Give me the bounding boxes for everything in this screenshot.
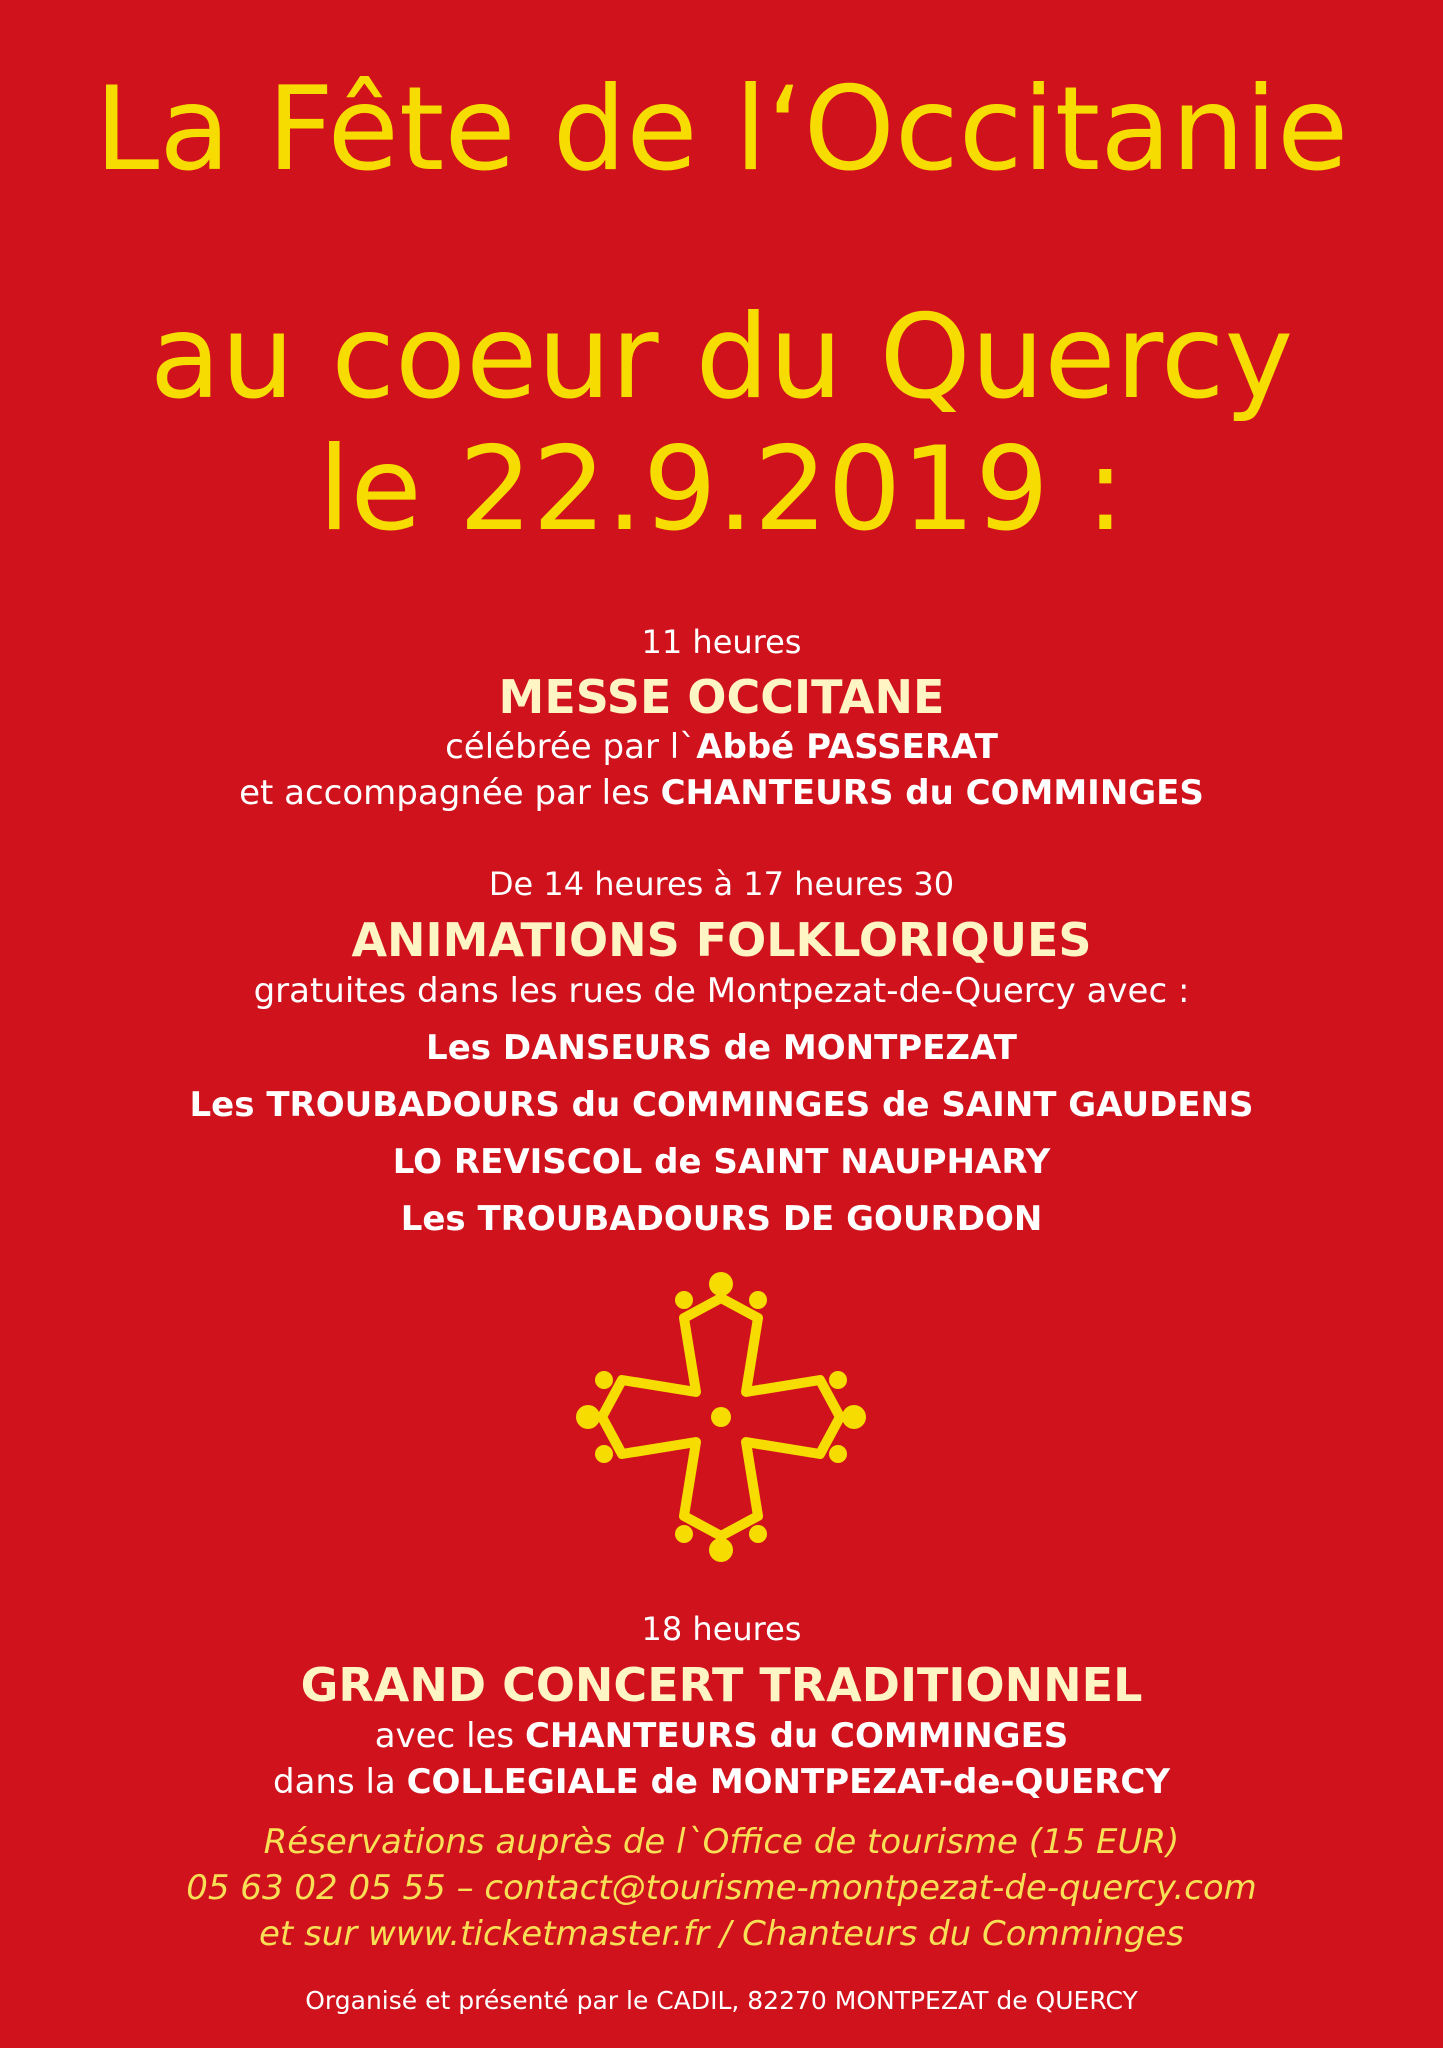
animations-group: Les DANSEURS de MONTPEZAT xyxy=(426,1028,1017,1068)
animations-group: Les TROUBADOURS du COMMINGES de SAINT GAUDENS xyxy=(189,1085,1254,1125)
concert-venue-prefix: dans la xyxy=(273,1762,407,1802)
messe-headline: MESSE OCCITANE xyxy=(498,670,945,724)
concert-headline: GRAND CONCERT TRADITIONNEL xyxy=(300,1658,1143,1712)
concert-venue: COLLEGIALE de MONTPEZAT-de-QUERCY xyxy=(406,1762,1170,1802)
reservations-contact[interactable]: 05 63 02 05 55 – contact@tourisme-montpezat-de-quercy.com xyxy=(186,1868,1257,1908)
messe-time: 11 heures xyxy=(641,623,802,661)
reservations-ticketmaster[interactable]: et sur www.ticketmaster.fr / Chanteurs du Comminges xyxy=(258,1914,1185,1954)
messe-accompanied-by: CHANTEURS du COMMINGES xyxy=(660,773,1204,813)
concert-with-line xyxy=(0,1716,1443,1756)
messe-accompanied-prefix: et accompagnée par les xyxy=(239,773,661,813)
occitan-cross-icon xyxy=(566,1262,876,1572)
concert-with: CHANTEURS du COMMINGES xyxy=(524,1716,1069,1756)
animations-headline: ANIMATIONS FOLKLORIQUES xyxy=(351,913,1092,967)
concert-venue-line xyxy=(0,1762,1443,1802)
footer-organizer: Organisé et présenté par le CADIL, 82270 MONTPEZAT de QUERCY xyxy=(305,1986,1138,2015)
reservations-line-1: Réservations auprès de l`Office de tourisme (15 EUR) xyxy=(263,1822,1180,1862)
messe-celebrant: Abbé PASSERAT xyxy=(696,727,998,767)
animations-time: De 14 heures à 17 heures 30 xyxy=(488,865,955,903)
title-line-1: La Fête de l‘Occitanie xyxy=(94,62,1349,197)
messe-accompanied-line xyxy=(0,773,1443,813)
messe-celebrated-prefix: célébrée par l` xyxy=(445,727,697,767)
title-line-3: le 22.9.2019 : xyxy=(318,422,1125,557)
concert-with-prefix: avec les xyxy=(374,1716,525,1756)
animations-group: LO REVISCOL de SAINT NAUPHARY xyxy=(392,1142,1051,1182)
title-line-2: au coeur du Quercy xyxy=(149,290,1294,425)
messe-celebrant-line xyxy=(0,727,1443,767)
concert-time: 18 heures xyxy=(641,1610,802,1648)
animations-description: gratuites dans les rues de Montpezat-de-Quercy avec : xyxy=(253,971,1190,1011)
animations-group: Les TROUBADOURS DE GOURDON xyxy=(400,1199,1043,1239)
